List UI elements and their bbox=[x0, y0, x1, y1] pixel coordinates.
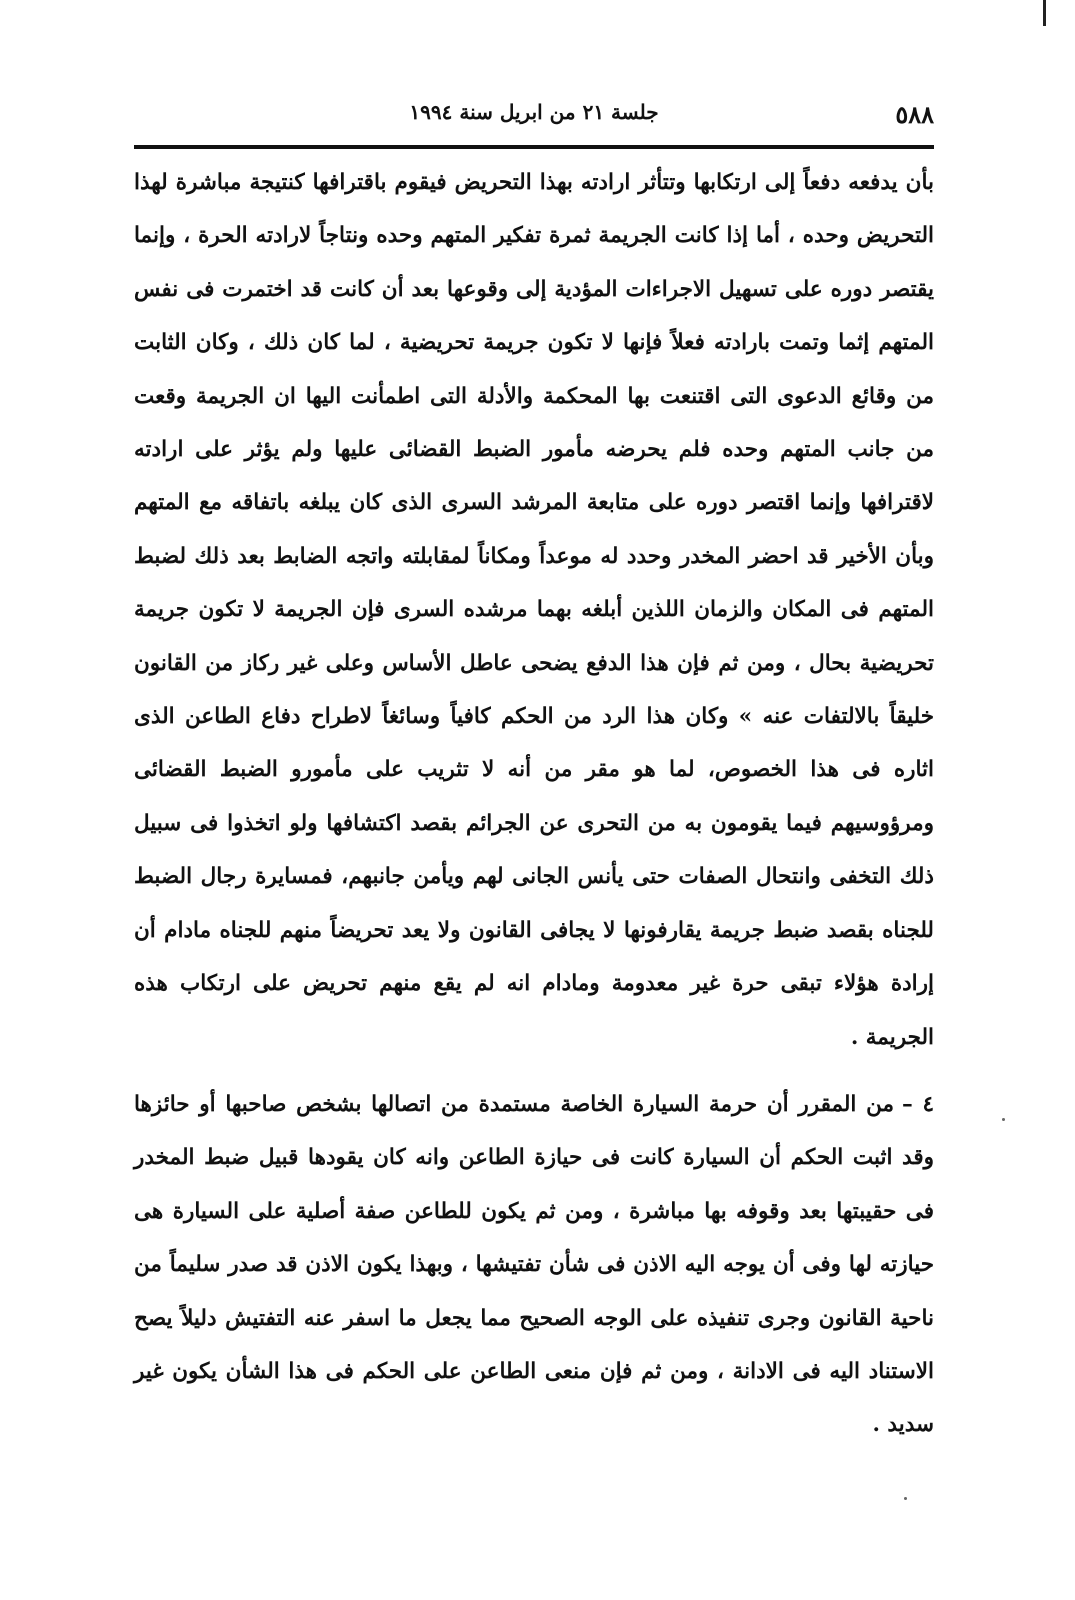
scan-speck bbox=[904, 1497, 907, 1500]
scan-edge-mark bbox=[1043, 0, 1046, 26]
page-header bbox=[134, 98, 934, 142]
page-number: ٥٨٨ bbox=[895, 100, 934, 129]
running-head: جلسة ٢١ من ابريل سنة ١٩٩٤ bbox=[409, 100, 659, 124]
body-text bbox=[134, 156, 934, 1452]
scan-speck bbox=[1002, 1118, 1005, 1121]
paragraph-1: بأن يدفعه دفعاً إلى ارتكابها وتتأثر ارادته بهذا التحريض فيقوم باقترافها كنتيجة مباشرة لهذا التحريض وحده ، أما إذا كانت الجريمة ثمرة تفكير المتهم وحده ونتاجاً لارادته الحرة ، وإنما يقتصر دوره على تسهيل الاجراءات المؤدية إلى وقوعها بعد أن كانت قد اختمرت فى نفس المتهم إثما وتمت بارادته فعلاً فإنها لا تكون جريمة تحريضية ، لما كان ذلك ، وكان الثابت من وقائع الدعوى التى اقتنعت بها المحكمة والأدلة التى اطمأنت اليها ان الجريمة وقعت من جانب المتهم وحده فلم يحرضه مأمور الضبط القضائى عليها ولم يؤثر على ارادته لاقترافها وإنما اقتصر دوره على متابعة المرشد السرى الذى كان يبلغه باتفاقه مع المتهم وبأن الأخير قد احضر المخدر وحدد له موعداً ومكاناً لمقابلته واتجه الضابط بعد ذلك لضبط المتهم فى المكان والزمان اللذين أبلغه بهما مرشده السرى فإن الجريمة لا تكون جريمة تحريضية بحال ، ومن ثم فإن هذا الدفع يضحى عاطل الأساس وعلى غير ركاز من القانون خليقاً بالالتفات عنه » وكان هذا الرد من الحكم كافياً وسائغاً لاطراح دفاع الطاعن الذى اثاره فى هذا الخصوص، لما هو مقر من أنه لا تثريب على مأمورو الضبط القضائى ومرؤوسيهم فيما يقومون به من التحرى عن الجرائم بقصد اكتشافها ولو اتخذوا فى سبيل ذلك التخفى وانتحال الصفات حتى يأنس الجانى لهم ويأمن جانبهم، فمسايرة رجال الضبط للجناه بقصد ضبط جريمة يقارفونها لا يجافى القانون ولا يعد تحريضاً منهم للجناه مادام أن إرادة هؤلاء تبقى حرة غير معدومة ومادام انه لم يقع منهم تحريض على ارتكاب هذه الجريمة . bbox=[134, 170, 934, 1050]
paragraph-2 bbox=[134, 1078, 934, 1452]
paragraph-2-text: من المقرر أن حرمة السيارة الخاصة مستمدة من اتصالها بشخص صاحبها أو حائزها وقد اثبت الحكم أن السيارة كانت فى حيازة الطاعن وانه كان يقودها قبيل ضبط المخدر فى حقيبتها بعد وقوفه بها مباشرة ، ومن ثم يكون للطاعن صفة أصلية على السيارة هى حيازته لها وفى أن يوجه اليه الاذن فى شأن تفتيشها ، وبهذا يكون الاذن قد صدر سليماً من ناحية القانون وجرى تنفيذه على الوجه الصحيح مما يجعل ما اسفر عنه التفتيش دليلاً يصح الاستناد اليه فى الادانة ، ومن ثم فإن منعى الطاعن على الحكم فى هذا الشأن يكون غير سديد . bbox=[134, 1091, 934, 1438]
paragraph-2-number: ٤ – bbox=[901, 1091, 934, 1117]
header-rule bbox=[134, 145, 934, 149]
